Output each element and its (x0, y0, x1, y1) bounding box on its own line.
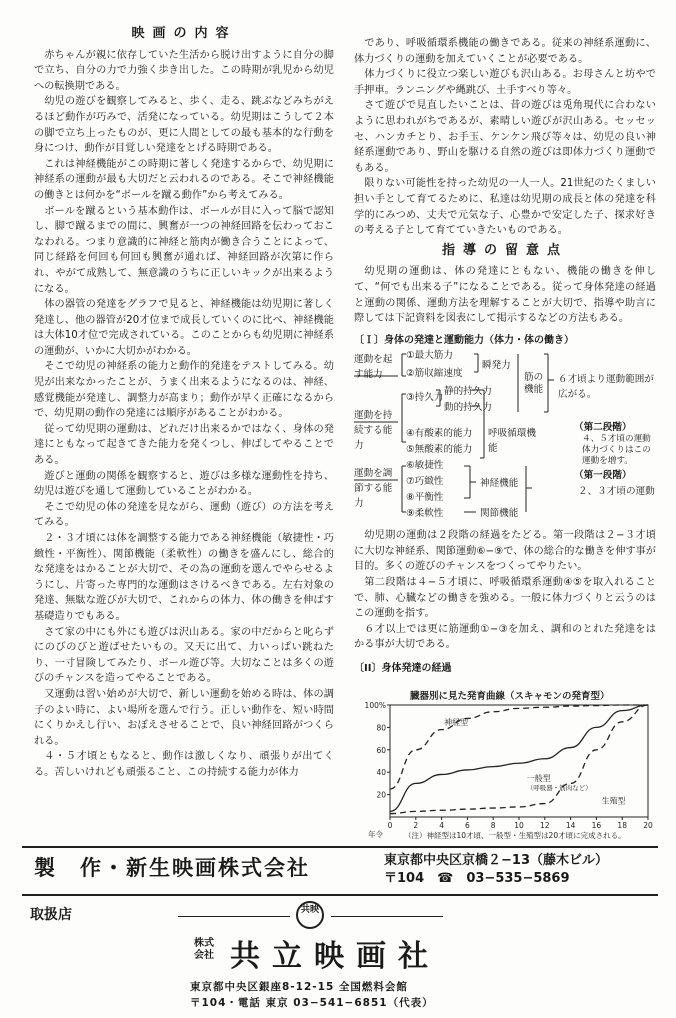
table-item-1: ①最大筋力 (406, 350, 453, 362)
chart-title: 臓器別に見た発育曲線（スキャモンの発育型） (410, 691, 610, 702)
right-bottom-paragraphs (354, 528, 656, 653)
left-paragraph: そこで幼児の神経系の能力と動作的発達をテストしてみる。幼児が出来なかったことが、うまく出来るようになるのは、神経、感覚機能が発達し、調整力が高まり；動作が早く正確になるからで、幼児期の動作の発達には順序があることがわかる。 (34, 361, 334, 420)
growth-curve-chart (356, 689, 656, 839)
left-paragraph: 赤ちゃんが親に依存していた生活から脱け出すように自分の脚で立ち、自分の力で力強く歩き出した。この時期が乳児から幼児への転換期である。 (34, 49, 334, 92)
table-item-3b: 動的持久力 (444, 402, 492, 414)
x-tick-label: 12 (540, 821, 550, 830)
table-item-6: ⑥敏捷性 (406, 460, 444, 472)
x-tick-label: 16 (591, 821, 602, 830)
left-paragraph: 幼児の遊びを観察してみると、歩く、走る、跳ぶなどみちがえるほど動作が巧みで、活発になっている。幼児期はこうして２本の脚で立ち上ったものが、更に人間としての最も基本的な行動を身につけ、動作が目覚しい発達をとげる時期である。 (34, 96, 334, 155)
series-note: （呼吸器・筋肉など） (526, 784, 592, 793)
left-paragraph: 遊びと運動の関係を観察すると、遊びは多様な運動性を持ち、幼児は遊びを通して運動していることがわかる。 (34, 470, 334, 498)
table-function-nervous: 神経機能 (480, 478, 519, 490)
distributor-name: 共立映画社 (230, 939, 440, 974)
table-note-stage1: ２、３才頃の運動 (578, 486, 655, 498)
corp-prefix: 株式会社 (194, 938, 214, 961)
table-item-3: ③持久力 (406, 392, 444, 404)
x-tick-label: 0 (387, 821, 393, 830)
right-column (354, 36, 656, 679)
left-paragraph: 従って幼児期の運動は、どれだけ出来るかではなく、身体の発達にともなって起きてきた能力を発くつし、伸ばしてやることである。 (34, 423, 334, 467)
table-item-4: ④有酸素的能力 (406, 428, 473, 440)
company-seal-text: 共映 (300, 905, 319, 915)
x-tick-label: 20 (643, 821, 653, 830)
table-item-2: ②筋収縮速度 (406, 368, 463, 380)
right-paragraph: 第二段階は４−５才頃に、呼吸循環系運動④⑤を取入れることで、肺、心臓などの働きを強める。一般に体力づくりと云うのはこの運動を指す。 (354, 577, 656, 620)
y-tick-label: 60 (376, 745, 386, 755)
table-note-stage2-head: （第二段階） (574, 422, 632, 434)
left-paragraphs (34, 48, 334, 781)
table-item-9: ⑨柔軟性 (406, 508, 444, 520)
handler-label: 取扱店 (30, 907, 72, 923)
table-function-joint: 関節機能 (480, 508, 519, 520)
right-paragraph: であり、呼吸循環系機能の働きである。従来の神経系運動に、体力づくりの運動を加えていくことが必要である。 (354, 38, 656, 65)
producer-phone: 〒104 ☎ 03−535−5869 (384, 871, 570, 886)
series-label: 神経型 (444, 718, 469, 728)
left-paragraph: ４・５才頃ともなると、動作は激しくなり、頑張りが出てくる。苦しいけれども頑張ること、この持続する能力が体力 (34, 751, 334, 778)
left-column (34, 26, 334, 781)
right-top-paragraphs (354, 36, 656, 239)
x-tick-label: 10 (514, 821, 524, 830)
right-paragraph: ６才以上では更に筋運動①−③を加え、調和のとれた発達をはかる事が大切である。 (354, 623, 656, 651)
seal-line-left (178, 916, 290, 917)
y-tick-label: 20 (376, 790, 386, 800)
right-paragraph: 限りない可能性を持った幼児の一人一人。21世紀のたくましい担い手として育てるために、私達は幼児期の成長と体の発達を科学的にみつめ、丈夫で元気な子、心豊かで安定した子、探求好きの考える子として育てていきたいものである。 (354, 178, 656, 237)
table-function-respiratory: 呼吸循環機能 (488, 428, 536, 455)
table-group-regulate: 運動を調節する能力 (354, 468, 393, 510)
x-tick-label: 2 (413, 821, 419, 830)
producer-address-block (384, 852, 608, 888)
right-paragraph: さて遊びで見直したいことは、昔の遊びは兎角現代に合わないように思われがちであるが、素晴しい遊びが沢山ある。セッセッセ、ハンカチとり、お手玉、ケンケン飛び等々は、幼児の良い神経系運動であり、野山を駆ける自然の遊びは即体力づくり運動でもある。 (354, 100, 656, 174)
series-line-1 (390, 705, 648, 811)
left-paragraph: さて家の中にも外にも遊びは沢山ある。家の中だからと叱らずにのびのびと遊ばせたいもの。又天に出て、力いっぱい跳ねたり、一寸冒険してみたり、ボール遊び等。大切なことは多くの遊びのチャンスを造ってやることである。 (34, 626, 334, 685)
left-paragraph: ボールを蹴るという基本動作は、ボールが目に入って脳で認知し、脚で蹴るまでの間に、興奮が一つの神経回路を伝わっておこなわれる。つまり意識的に神経と筋肉が働き合うことによって、同じ経路を何回も何回も興奮が通れば、神経回路が次第に作られ、やがて成熟して、無意識のうちに正しいキックが出来るようになる。 (34, 205, 334, 295)
table-group-sustain: 運動を持続する能力 (354, 410, 393, 452)
table-item-5: ⑤無酸素的能力 (406, 444, 473, 456)
producer-name: 製 作・新生映画株式会社 (34, 856, 310, 880)
table-note-stage2: ４、５才頃の運動体力づくりはこの運動を増す。 (582, 434, 651, 467)
x-tick-label: 14 (565, 821, 576, 830)
table-function-muscle: 筋の機能 (524, 372, 544, 396)
chart-footnote: （注）神経型は10才頃、一般型・生殖型は20才頃に完成される。 (404, 831, 626, 839)
distributor-phone: 〒104・電話 東京 03−541−6851（代表） (190, 997, 434, 1009)
y-tick-label: 100% (364, 701, 386, 710)
section-title-content: 映画の内容 (131, 26, 237, 41)
footer-rule-top (22, 846, 658, 848)
table-note-age6: ６才頃より運動範囲が広がる。 (558, 374, 654, 401)
right-mid-paragraphs (354, 264, 656, 326)
series-label: 一般型 (526, 774, 551, 784)
table-item-3a: 静的持久力 (444, 386, 492, 398)
y-tick-label: 40 (376, 768, 386, 778)
table-item-7: ⑦巧緻性 (406, 476, 444, 488)
y-tick-label: 80 (376, 723, 386, 733)
left-paragraph: 又運動は習い始めが大切で、新しい運動を始める時は、体の調子のよい時に、よい場所を選んで行う。正しい動作を、短い時間にくりかえし行い、おぼえさせることで、良い神経回路がつくられる。 (34, 688, 334, 747)
x-tick-label: 6 (465, 821, 470, 830)
series-label: 生殖型 (601, 796, 626, 806)
right-paragraph: 幼児期の運動は２段階の経過をたどる。第一段階は２−３才頃に大切な神経系、関節運動⑥−⑨で、体の総合的な働きを伸す事が目的。多くの遊びのチャンスをつくってやりたい。 (354, 530, 656, 573)
right-paragraph: 体力づくりに役立つ楽しい遊びも沢山ある。お母さんと坊やで手押車。ランニングや縄跳び、土手すべり等々。 (354, 69, 656, 96)
distributor-address: 東京都中央区銀座8-12-15 全国燃料会館 (190, 981, 408, 993)
section-title-guidance: 指導の留意点 (441, 242, 568, 258)
section1-heading: 〔Ｉ〕身体の発達と運動能力（体力・体の働き） (354, 334, 574, 346)
left-paragraph: 体の器管の発達をグラフで見ると、神経機能は幼児期に著しく発達し、他の器管が20才位まで成長していくのに比べ、神経機能は大体10才位で完成されている。このことからも幼児期に神経系の運動が、いかに大切かがわかる。 (34, 299, 334, 357)
x-tick-label: 18 (617, 821, 627, 830)
right-paragraph: 幼児期の運動は、体の発達にともない、機能の働きを伸して、“何でも出来る子”になることである。従って身体発達の経過と運動の関係、運動方法を理解することが大切で、指導や助言に際しては下記資料を図表にして掲示するなどの方法もある。 (354, 266, 656, 325)
section2-heading: 〔II〕身体発達の経過 (354, 663, 452, 675)
x-axis-prefix: 年令 (368, 830, 383, 839)
series-line-0 (390, 705, 648, 789)
x-tick-label: 4 (439, 821, 444, 830)
x-tick-label: 8 (490, 821, 496, 830)
table-group-initiate: 運動を起す能力 (354, 354, 393, 381)
producer-address: 東京都中央区京橋２−13（藤木ビル） (384, 853, 608, 868)
seal-line-right (331, 916, 443, 917)
left-paragraph: そこで幼児の体の発達を見ながら、運動（遊び）の方法を考えてみる。 (34, 501, 334, 529)
table-note-stage1-head: （第一段階） (574, 470, 632, 482)
development-table (354, 350, 656, 518)
table-function-power: 瞬発力 (482, 360, 511, 372)
footer-rule-bottom (22, 894, 658, 896)
left-paragraph: ２・３才頃には体を調整する能力である神経機能（敏捷性・巧緻性・平衡性）、関節機能（柔軟性）の働きを盛んにし、総合的な発達をはかることが大切で、その為の運動を選んでやらせるようにし、片寄った専門的な運動はさけるべきである。左右対象の発達、無駄な遊びが大切で、これからの体力、体の働きを伸ばす基礎造りでもある。 (34, 533, 334, 622)
left-paragraph: これは神経機能がこの時期に著しく発達するからで、幼児期に神経系の運動が最も大切だと云われるのである。そこで神経機能の働きとは何かを“ボールを蹴る動作”から考えてみる。 (34, 158, 334, 201)
table-item-8: ⑧平衡性 (406, 492, 444, 504)
